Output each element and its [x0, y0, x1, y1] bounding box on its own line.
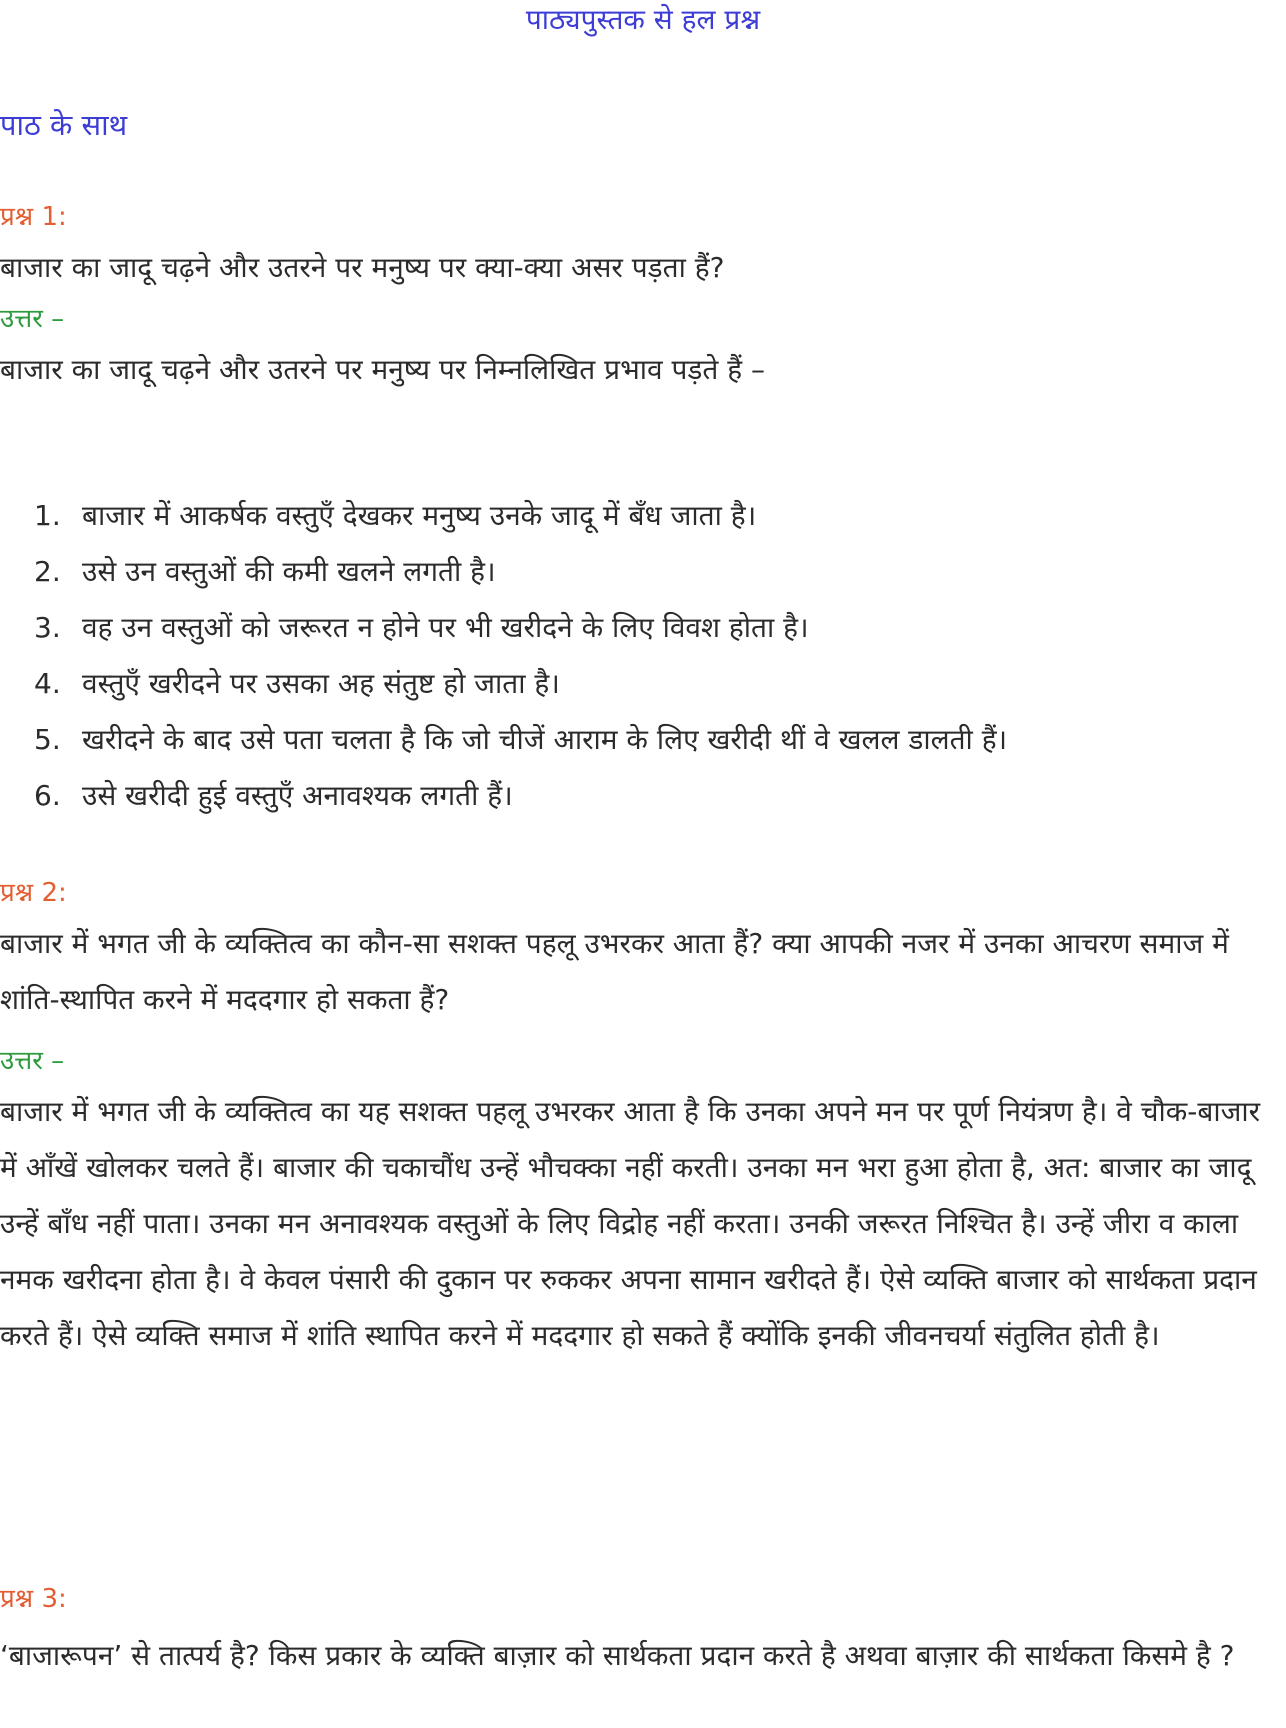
section-heading: पाठ के साथ: [0, 108, 128, 142]
answer-2-text: बाजार में भगत जी के व्यक्तित्व का यह सशक्त पहलू उभरकर आता है कि उनका अपने मन पर पूर्ण नियंत्रण है। वे चौक-बाजार में आँखें खोलकर चलते हैं। बाजार की चकाचौंध उन्हें भौचक्का नहीं करती। उनका मन भरा हुआ होता है, अत: बाजार का जादू उन्हें बाँध नहीं पाता। उनका मन अनावश्यक वस्तुओं के लिए विद्रोह नहीं करता। उनकी जरूरत निश्चित है। उन्हें जीरा व काला नमक खरीदना होता है। वे केवल पंसारी की दुकान पर रुककर अपना सामान खरीदते हैं। ऐसे व्यक्ति बाजार को सार्थकता प्रदान करते हैं। ऐसे व्यक्ति समाज में शांति स्थापित करने में मददगार हो सकते हैं क्योंकि इनकी जीवनचर्या संतुलित होती है।: [0, 1095, 1269, 1352]
question-2-label: प्रश्न 2:: [0, 878, 67, 908]
list-item: 3. वह उन वस्तुओं को जरूरत न होने पर भी खरीदने के लिए विवश होता है।: [34, 611, 809, 644]
question-1-text: बाजार का जादू चढ़ने और उतरने पर मनुष्य पर क्या-क्या असर पड़ता हैं?: [0, 251, 725, 284]
page-title: पाठ्यपुस्तक से हल प्रश्न: [525, 3, 761, 36]
question-1-label: प्रश्न 1:: [0, 202, 67, 232]
list-item: 4. वस्तुएँ खरीदने पर उसका अह संतुष्ट हो जाता है।: [34, 667, 560, 700]
list-item: 1. बाजार में आकर्षक वस्तुएँ देखकर मनुष्य उनके जादू में बँध जाता है।: [34, 499, 757, 532]
answer-1-points: [0, 488, 1282, 824]
list-item: 6. उसे खरीदी हुई वस्तुएँ अनावश्यक लगती हैं।: [34, 779, 513, 812]
answer-1-intro: बाजार का जादू चढ़ने और उतरने पर मनुष्य पर निम्नलिखित प्रभाव पड़ते हैं –: [0, 353, 765, 386]
answer-2-label: उत्तर –: [0, 1046, 65, 1076]
question-3-label: प्रश्न 3:: [0, 1584, 67, 1614]
question-3-text: ‘बाजारूपन’ से तात्पर्य है? किस प्रकार के व्यक्ति बाज़ार को सार्थकता प्रदान करते है अथवा बाज़ार की सार्थकता किसमे है ?: [0, 1639, 1235, 1672]
answer-1-label: उत्तर –: [0, 304, 65, 334]
list-item: 2. उसे उन वस्तुओं की कमी खलने लगती है।: [34, 555, 496, 588]
list-item: 5. खरीदने के बाद उसे पता चलता है कि जो चीजें आराम के लिए खरीदी थीं वे खलल डालती हैं।: [34, 723, 1008, 756]
question-2-text: बाजार में भगत जी के व्यक्तित्व का कौन-सा सशक्त पहलू उभरकर आता हैं? क्या आपकी नजर में उनका आचरण समाज में शांति-स्थापित करने में मददगार हो सकता हैं?: [0, 927, 1238, 1016]
